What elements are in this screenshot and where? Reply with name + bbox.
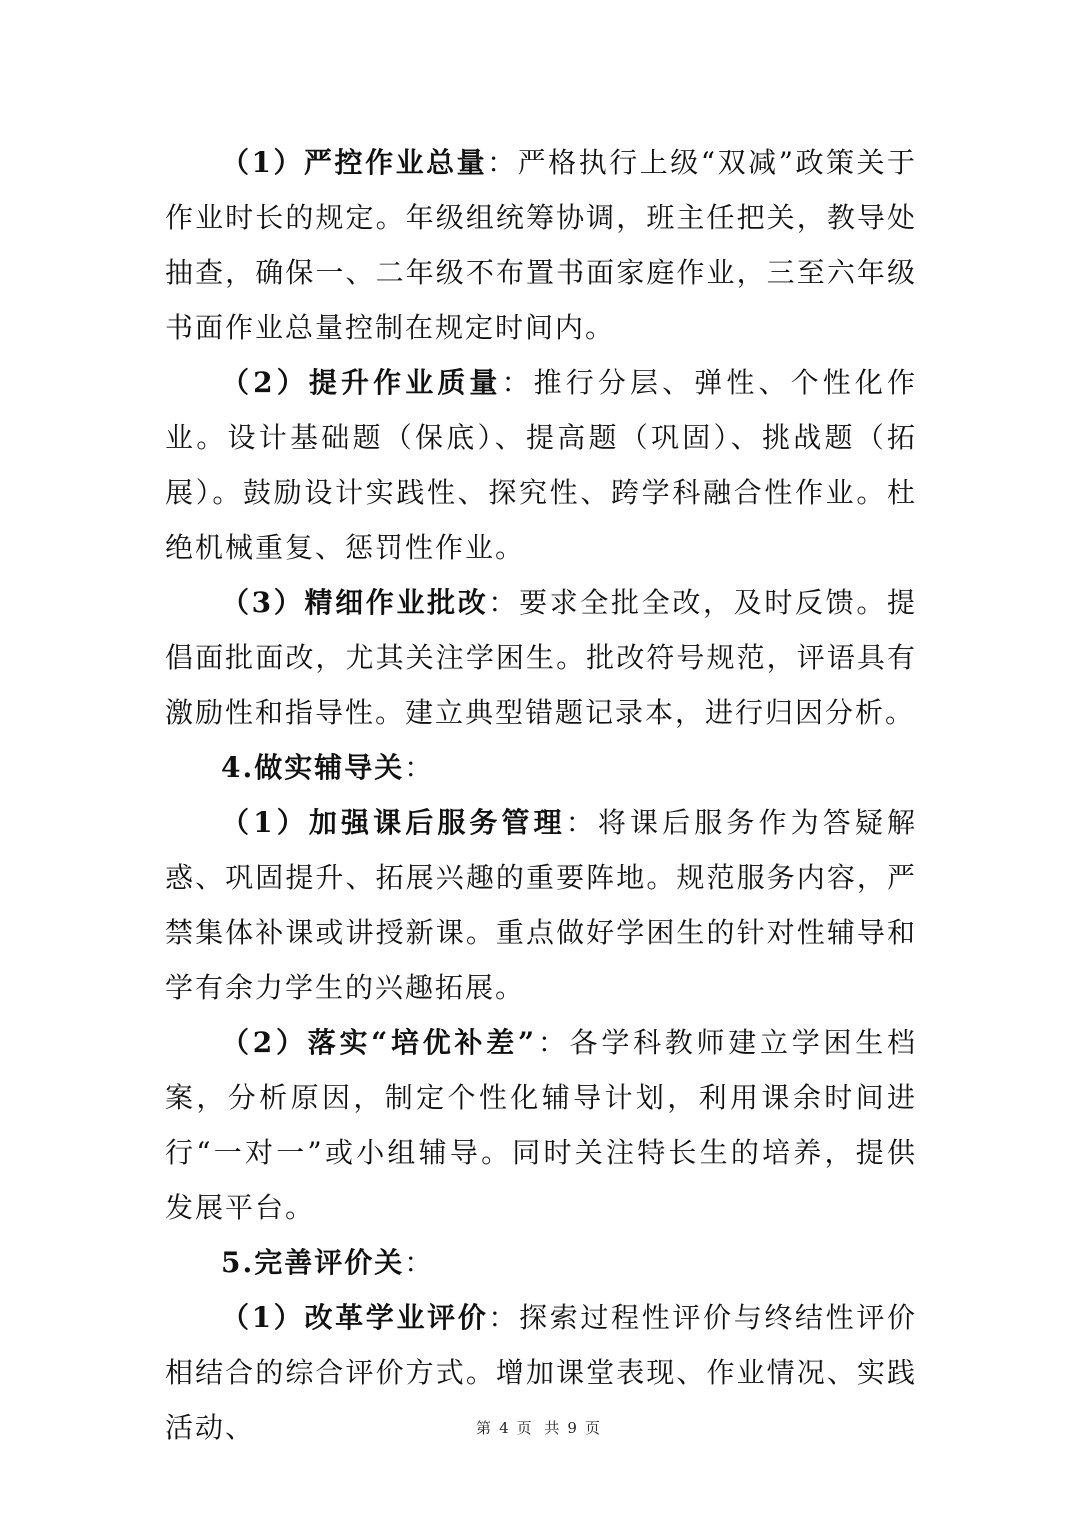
paragraph-text: ：探索过程性评价与终结性评价相结合的综合评价方式。增加课堂表现、作业情况、实践活动、 — [165, 1301, 917, 1444]
paragraph-homework-grading — [165, 575, 917, 740]
footer-middle: 页 共 — [516, 1419, 564, 1437]
paragraph-heading: （1）严控作业总量 — [221, 146, 488, 179]
section-heading-colon: ： — [404, 1246, 435, 1279]
current-page-number: 4 — [499, 1419, 513, 1437]
total-page-count: 9 — [567, 1419, 581, 1437]
paragraph-heading: （2）提升作业质量 — [221, 366, 502, 399]
paragraph-text: ：严格执行上级“双减”政策关于作业时长的规定。年级组统筹协调，班主任把关，教导处抽查，确保一、二年级不布置书面家庭作业，三至六年级书面作业总量控制在规定时间内。 — [165, 146, 917, 344]
document-body — [165, 135, 917, 1455]
section-heading-evaluation — [165, 1235, 917, 1290]
paragraph-homework-quality — [165, 355, 917, 575]
paragraph-heading: （1）改革学业评价 — [221, 1301, 489, 1334]
footer-prefix: 第 — [476, 1419, 496, 1437]
section-heading: 4.做实辅导关 — [221, 751, 405, 784]
paragraph-after-school-service — [165, 795, 917, 1015]
paragraph-heading: （3）精细作业批改 — [221, 586, 489, 619]
section-heading-colon: ： — [404, 751, 435, 784]
paragraph-text: ：要求全批全改，及时反馈。提倡面批面改，尤其关注学困生。批改符号规范，评语具有激励性和指导性。建立典型错题记录本，进行归因分析。 — [165, 586, 917, 729]
section-heading-tutoring — [165, 740, 917, 795]
page-footer — [0, 1417, 1080, 1438]
footer-suffix: 页 — [584, 1419, 604, 1437]
paragraph-text: ：将课后服务作为答疑解惑、巩固提升、拓展兴趣的重要阵地。规范服务内容，严禁集体补课或讲授新课。重点做好学困生的针对性辅导和学有余力学生的兴趣拓展。 — [165, 806, 917, 1004]
paragraph-heading: （1）加强课后服务管理 — [221, 806, 566, 839]
paragraph-text: ：各学科教师建立学困生档案，分析原因，制定个性化辅导计划，利用课余时间进行“一对一”或小组辅导。同时关注特长生的培养，提供发展平台。 — [165, 1026, 917, 1224]
paragraph-tutoring-plan — [165, 1015, 917, 1235]
paragraph-homework-quantity — [165, 135, 917, 355]
paragraph-heading: （2）落实“培优补差” — [221, 1026, 537, 1059]
section-heading: 5.完善评价关 — [221, 1246, 405, 1279]
paragraph-text: ：推行分层、弹性、个性化作业。设计基础题（保底）、提高题（巩固）、挑战题（拓展）。鼓励设计实践性、探究性、跨学科融合性作业。杜绝机械重复、惩罚性作业。 — [165, 366, 917, 564]
